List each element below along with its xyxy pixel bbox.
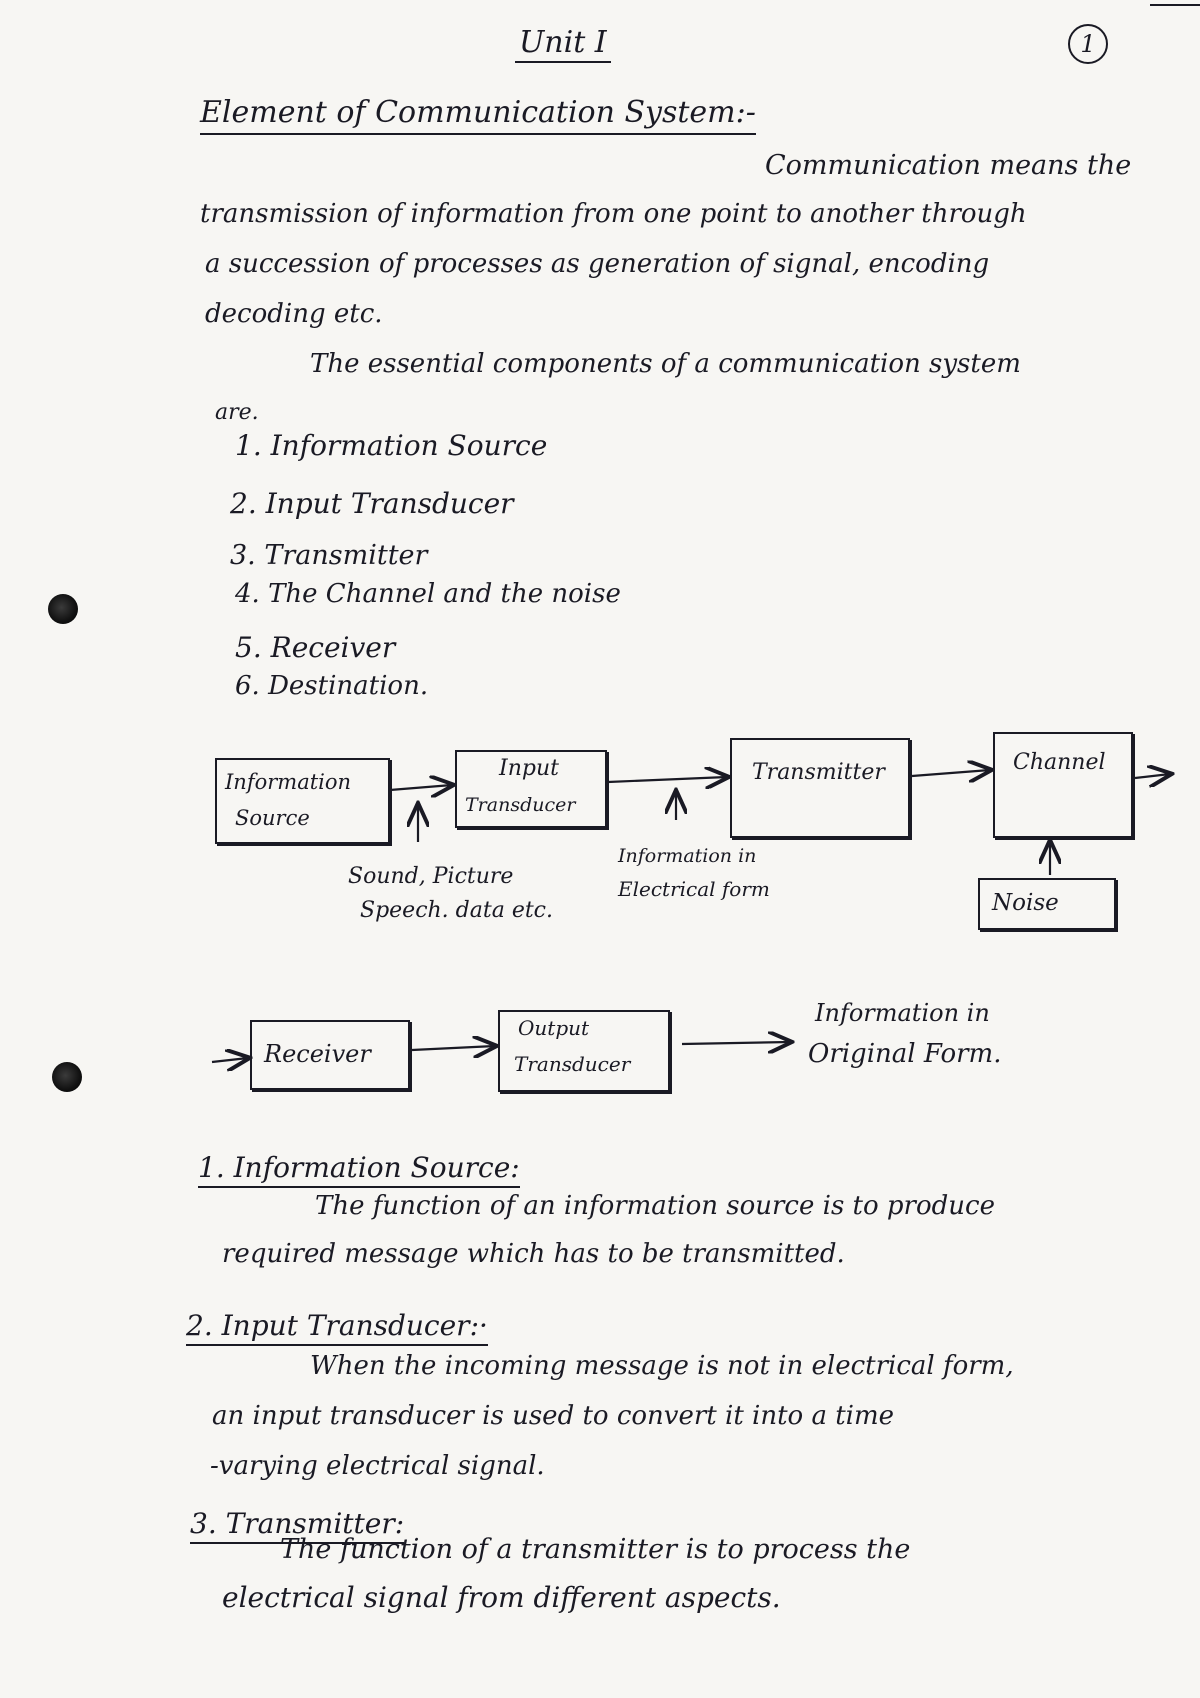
intro-line-4: decoding etc. <box>205 299 383 329</box>
section2-line-2: an input transducer is used to convert it into a time <box>212 1401 895 1431</box>
arrow-receiver-to-output <box>412 1046 495 1050</box>
section1-line-1: The function of an information source is to produce <box>315 1191 995 1221</box>
component-item: 5. Receiver <box>235 631 396 664</box>
section1-line-2: required message which has to be transmitted. <box>222 1239 845 1269</box>
component-item: 2. Input Transducer <box>230 487 514 520</box>
unit-title: Unit I <box>515 26 611 63</box>
transmitter-label: Transmitter <box>752 760 885 785</box>
arrow-input-to-transmitter <box>608 777 727 782</box>
input-transducer-label-2: Transducer <box>465 794 576 816</box>
arrow-transmitter-to-channel <box>912 770 990 776</box>
component-item: 3. Transmitter <box>230 540 428 571</box>
component-item: 4. The Channel and the noise <box>235 579 621 609</box>
original-form-label-1: Information in <box>815 999 990 1027</box>
intro-line-5: The essential components of a communication system <box>310 349 1021 379</box>
output-transducer-label-1: Output <box>518 1016 590 1040</box>
intro-line-2: transmission of information from one point to another through <box>200 199 1027 229</box>
arrow-source-to-input <box>390 785 452 790</box>
section2-line-3: -varying electrical signal. <box>210 1451 545 1481</box>
component-item: 1. Information Source <box>235 429 548 462</box>
intro-line-3: a succession of processes as generation of signal, encoding <box>205 249 990 279</box>
section3-line-2: electrical signal from different aspects. <box>222 1581 781 1614</box>
information-source-label-2: Source <box>235 806 310 830</box>
input-transducer-label-1: Input <box>499 756 559 781</box>
section3-line-1: The function of a transmitter is to process the <box>280 1534 911 1565</box>
arrow-output-to-destination <box>682 1042 790 1044</box>
sound-picture-label-1: Sound, Picture <box>348 864 514 889</box>
arrow-channel-out <box>1135 774 1170 778</box>
arrow-in-to-receiver <box>212 1058 248 1062</box>
noise-label: Noise <box>992 890 1059 916</box>
component-item: 6. Destination. <box>235 671 429 701</box>
section-heading: Element of Communication System:- <box>200 96 756 135</box>
sound-picture-label-2: Speech. data etc. <box>360 898 553 923</box>
output-transducer-label-2: Transducer <box>514 1052 631 1076</box>
information-source-label-1: Information <box>225 770 352 794</box>
original-form-label-2: Original Form. <box>808 1039 1002 1069</box>
channel-label: Channel <box>1013 750 1106 775</box>
intro-line-1: Communication means the <box>765 150 1132 181</box>
receiver-label: Receiver <box>264 1040 371 1068</box>
section1-title: 1. Information Source: <box>198 1152 520 1188</box>
page-number-text: 1 <box>1080 30 1096 58</box>
intro-line-6: are. <box>215 400 259 425</box>
electrical-form-label-1: Information in <box>618 845 757 867</box>
section2-line-1: When the incoming message is not in electrical form, <box>310 1351 1014 1381</box>
section3-title: 3. Transmitter: <box>190 1508 404 1544</box>
electrical-form-label-2: Electrical form <box>618 877 770 901</box>
section2-title: 2. Input Transducer:· <box>186 1310 488 1346</box>
